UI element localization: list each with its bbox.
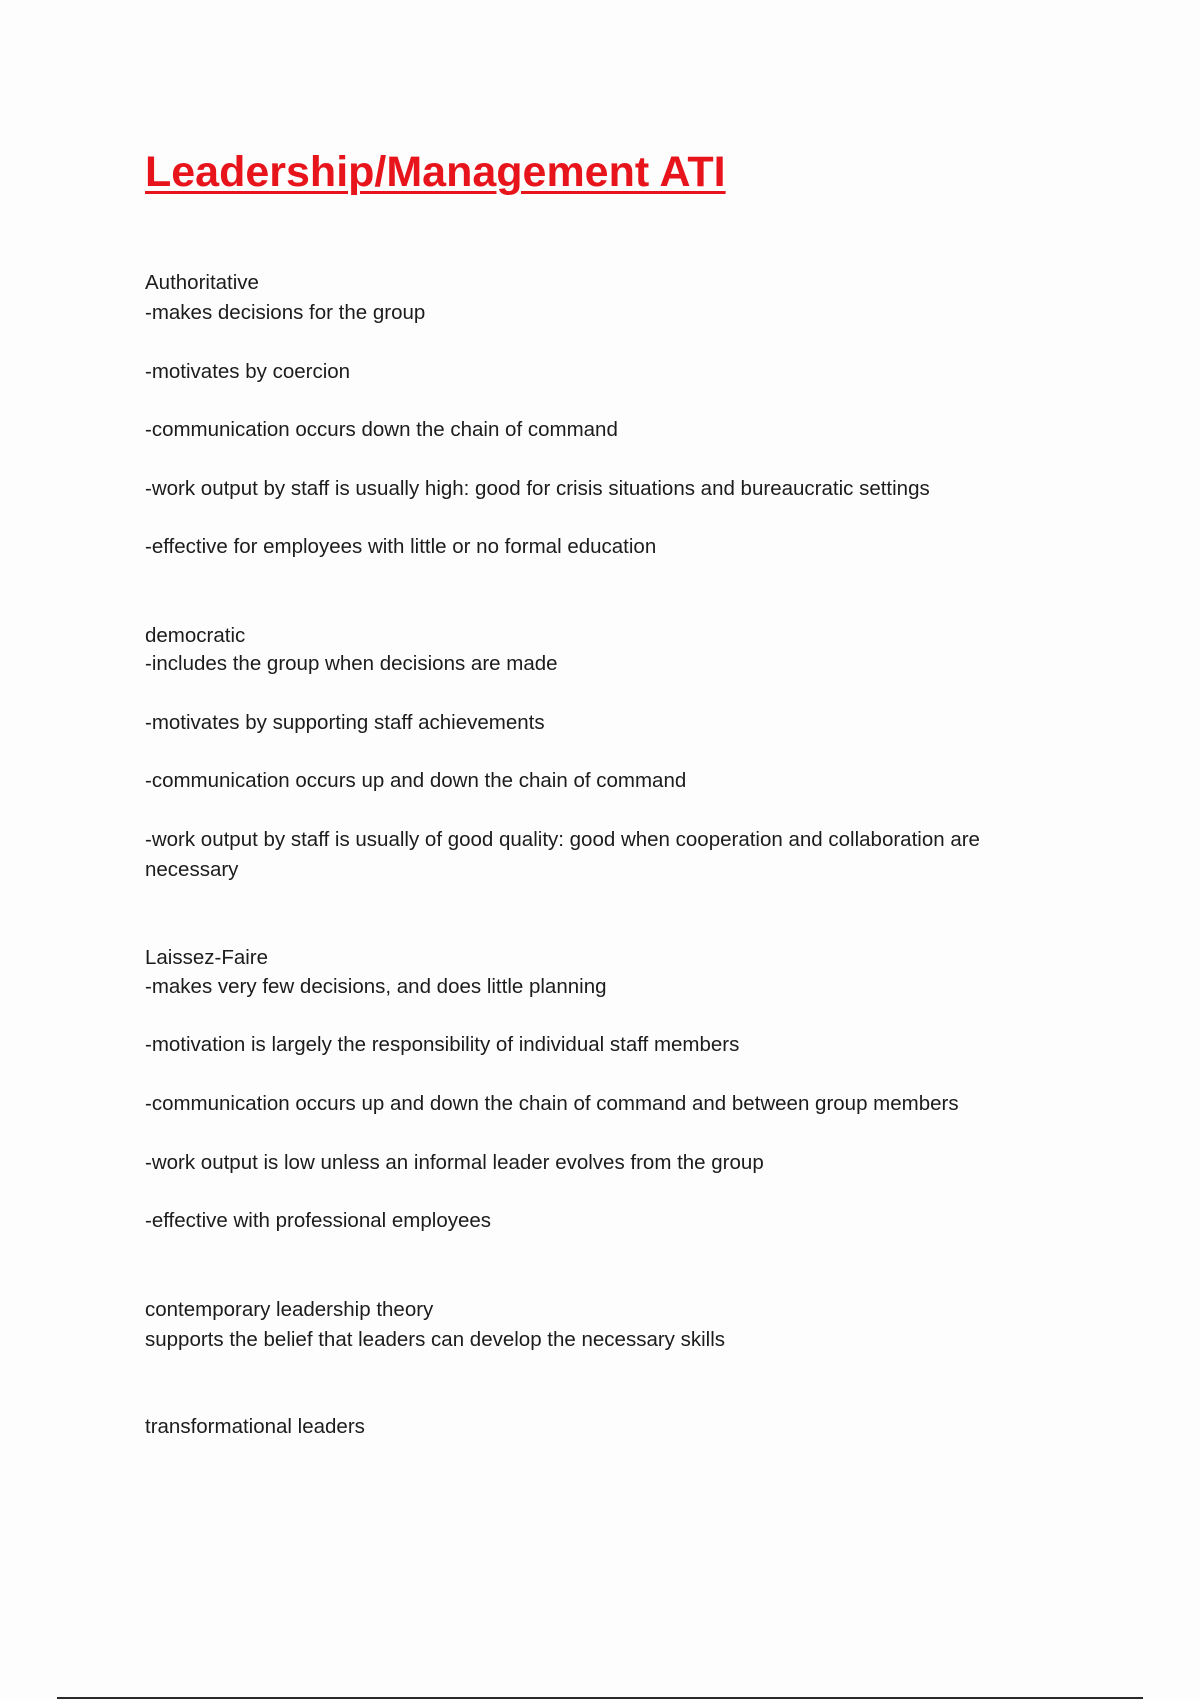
bullet-line: -makes very few decisions, and does little planning: [145, 975, 607, 998]
bullet-line-continuation: necessary: [145, 858, 239, 881]
bullet-line: -work output by staff is usually of good quality: good when cooperation and collaboration are: [145, 828, 980, 851]
section-heading-contemporary-leadership-theory: contemporary leadership theory: [145, 1298, 434, 1321]
bullet-line: -makes decisions for the group: [145, 301, 426, 324]
bullet-line: -work output by staff is usually high: good for crisis situations and bureaucratic settings: [145, 477, 930, 500]
body-line: supports the belief that leaders can develop the necessary skills: [145, 1328, 726, 1351]
bullet-line: -communication occurs down the chain of command: [145, 418, 618, 441]
section-heading-authoritative: Authoritative: [145, 271, 259, 294]
bullet-line: -motivation is largely the responsibility of individual staff members: [145, 1033, 740, 1056]
section-heading-laissez-faire: Laissez-Faire: [145, 946, 269, 969]
bullet-line: -work output is low unless an informal leader evolves from the group: [145, 1151, 764, 1174]
page-bottom-divider: [57, 1697, 1143, 1699]
bullet-line: -motivates by supporting staff achievements: [145, 711, 545, 734]
bullet-line: -effective for employees with little or no formal education: [145, 535, 657, 558]
bullet-line: -effective with professional employees: [145, 1209, 492, 1232]
section-heading-democratic: democratic: [145, 624, 246, 647]
bullet-line: -includes the group when decisions are made: [145, 652, 558, 675]
section-heading-transformational-leaders: transformational leaders: [145, 1415, 365, 1438]
bullet-line: -communication occurs up and down the chain of command and between group members: [145, 1092, 959, 1115]
bullet-line: -motivates by coercion: [145, 360, 351, 383]
bullet-line: -communication occurs up and down the chain of command: [145, 769, 687, 792]
document-title: Leadership/Management ATI: [145, 148, 726, 196]
